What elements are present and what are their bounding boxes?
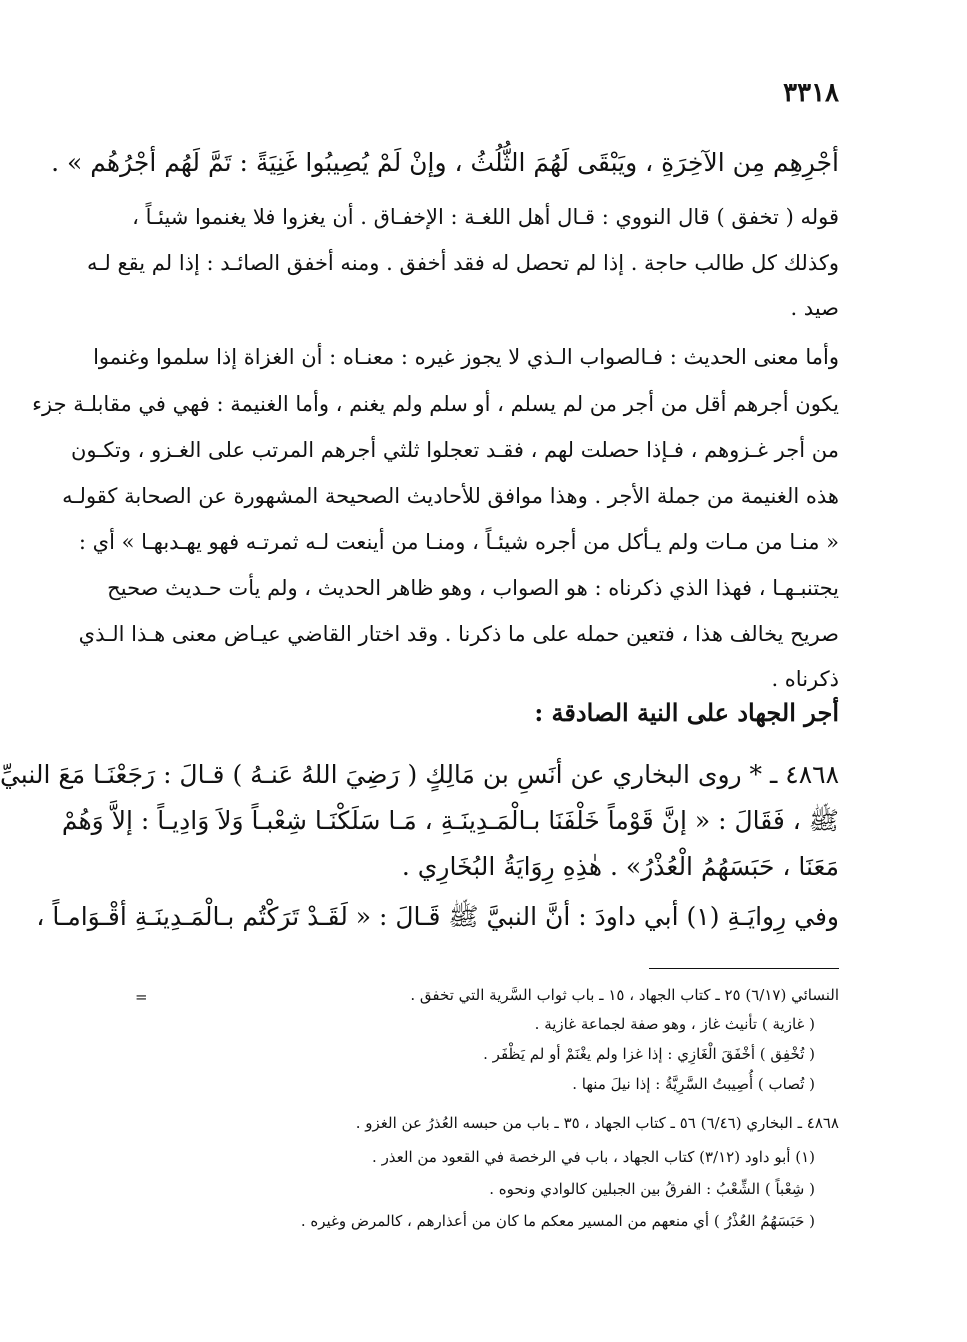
- footnote-continuation-marker: =: [135, 988, 148, 1006]
- text-line: قوله ( تخفق ) قال النووي : قـال أهل اللغـة : الإخفـاق . أن يغزوا فلا يغنموا شيئـاً ،: [132, 205, 839, 229]
- text-line: من أجر غـزوهم ، فـإذا حصلت لهم ، فقـد تعجلوا ثلثي أجرهم المرتب على الغـزو ، وتكـون: [70, 438, 839, 462]
- footnote-line: (١) أبو داود (٣/١٢) كتاب الجهاد ، باب في الرخصة في القعود من العذر .: [372, 1148, 815, 1166]
- footnote-line: ( تُصاب ) أُصِيبتُ السَّرِيَّةُ : إذا نيلَ منها .: [572, 1075, 815, 1093]
- footnote-line: ( تُخْفِق ) أخْفَقَ الْغَازِي : إذا غزا ولم يغْنَمْ أو لم يَظْفَر .: [483, 1045, 815, 1063]
- section-heading: أجر الجهاد على النية الصادقة :: [534, 698, 839, 727]
- text-line: وأما معنى الحديث : فـالصواب الـذي لا يجوز غيره : معنـاه : أن الغزاة إذا سلموا وغنموا: [93, 345, 839, 369]
- footnote-separator: [649, 968, 839, 969]
- text-line: هذه الغنيمة من جملة الأجر . وهذا موافق للأحاديث الصحيحة المشهورة عن الصحابة كقولـه: [62, 484, 839, 508]
- text-line: أجْرِهِم مِن الآخِرَةِ ، ويَبْقَى لَهُمَ الثُّلُثُ ، وإنْ لَمْ يُصِيبُوا غَنِيَةً : تَمَّ لَهُم أجْرُهُم » .: [51, 148, 839, 177]
- footnote-line: ( حَبَسَهُمُ العُذْرُ ) أي منعهم من المسير معكم ما كان من أعذارهم ، كالمرض وغيره .: [300, 1212, 815, 1230]
- text-line: صيد .: [790, 296, 839, 320]
- text-line: وكذلك كل طالب حاجة . إذا لم تحصل له فقد أخفق . ومنه أخفق الصائـد : إذا لم يقع لـه: [86, 251, 839, 275]
- hadith-line: ﷺ ، فَقَالَ : « إنَّ قَوْماً خَلْفَنَا بـالْمَـدِينَـةِ ، مَـا سَلَكْنَـا شِعْبـاً وَلاَ وَادِيـاً : إلاَّ وَهُمْ: [61, 806, 839, 835]
- text-line: يكون أجرهم أقل من أجر من لم يسلم ، أو سلم ولم يغنم ، وأما الغنيمة : فهي في مقابلـة جزء: [32, 392, 839, 416]
- footnote-line: ٤٨٦٨ ـ البخاري (٦/٤٦) ٥٦ ـ كتاب الجهاد ، ٣٥ ـ باب من حبسه العُذرُ عن الغزو .: [355, 1114, 839, 1132]
- hadith-line: ٤٨٦٨ ـ * روى البخاري عن أنَسِ بن مَالِكٍ ( رَضِيَ اللهُ عَنـهُ ) قـالَ : رَجَعْنَـا مَعَ النبيِّ: [0, 760, 839, 789]
- text-line: يجتنبـهـا ، فهذا الذي ذكرناه : هو الصواب ، وهو ظاهر الحديث ، ولم يأت حـديث صحيح: [107, 576, 839, 600]
- page-number: ٣٣١٨: [783, 78, 839, 108]
- footnote-line: النسائي (٦/١٧) ٢٥ ـ كتاب الجهاد ، ١٥ ـ باب ثواب السَّرية التي تخفق .: [410, 986, 839, 1004]
- footnote-line: ( غازية ) تأنيث غاز ، وهو صفة لجماعة غازية .: [534, 1015, 815, 1033]
- hadith-line: وفي رِوايَـةِ (١) أبي داودَ : أنَّ النبيَّ ﷺ قَـالَ : « لَقَـدْ تَرَكْتُم بـالْمَـدِينَـةِ أقْـوَامـاً ،: [36, 902, 839, 931]
- text-line: ذكرناه .: [771, 667, 839, 691]
- footnote-line: ( شِعْباً ) الشِّعْبُ : الفرقُ بين الجبلين كالوادي ونحوه .: [489, 1180, 815, 1198]
- text-line: « منـا من مـات ولم يـأكل من أجره شيئـاً ، ومنـا من أينعت لـه ثمرتـه فهو يهـدبهـا » أي :: [78, 530, 839, 554]
- text-line: صريح يخالف هذا ، فتعين حمله على ما ذكرنا . وقد اختار القاضي عيـاض معنى هـذا الـذي: [78, 622, 839, 646]
- hadith-line: مَعَنَا ، حَبَسَهُمُ الْعُذْرُ» . هٰذِهِ رِوَايَةُ البُخَارِي .: [401, 852, 839, 881]
